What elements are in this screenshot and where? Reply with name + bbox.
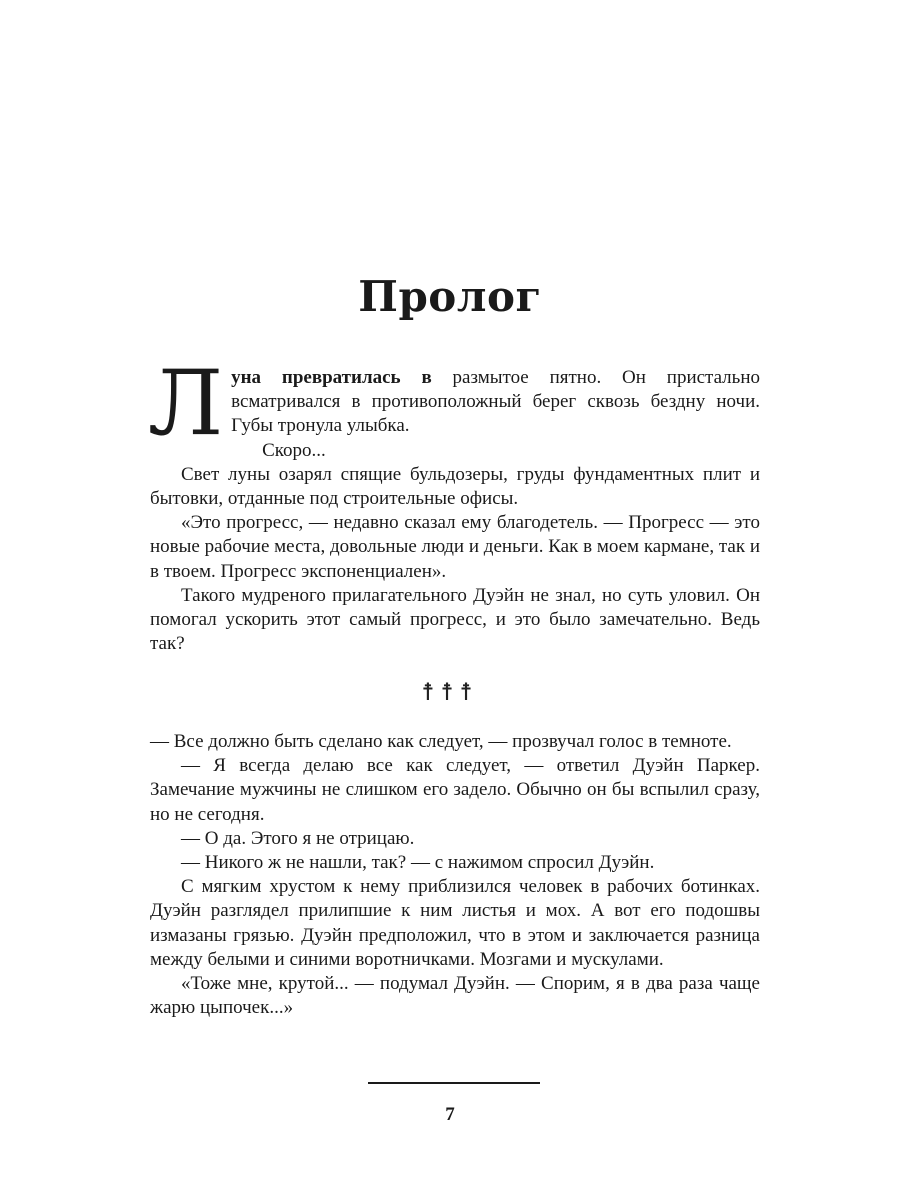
paragraph: Такого мудреного прилагательного Дуэйн не знал, но суть уловил. Он помогал ускорить этот самый прогресс, и это было замечательно. Ведь так? bbox=[150, 584, 760, 655]
lead-in-bold: уна превратилась в bbox=[231, 367, 432, 388]
page-number: 7 bbox=[445, 1104, 455, 1125]
opening-paragraph-text: размытое пятно. Он пристально всматривался в противоположный берег сквозь бездну ночи. Губы тронула улыбка. bbox=[231, 367, 760, 437]
section-break-ornament: ☨☨☨ bbox=[421, 680, 479, 706]
chapter-title: Пролог bbox=[358, 272, 542, 321]
section-one bbox=[148, 351, 760, 656]
paragraph: — О да. Этого я не отрицаю. bbox=[181, 827, 415, 849]
paragraph: — Никого ж не нашли, так? — с нажимом спросил Дуэйн. bbox=[181, 852, 655, 874]
paragraph: «Это прогресс, — недавно сказал ему благодетель. — Прогресс — это новые рабочие места, довольные люди и деньги. Как в моем кармане, так и в твоем. Прогресс экспоненциален». bbox=[150, 512, 760, 582]
footer-rule bbox=[368, 1082, 540, 1084]
paragraph: «Тоже мне, крутой... — подумал Дуэйн. — Спорим, я в два раза чаще жарю цыпочек...» bbox=[150, 973, 760, 1019]
paragraph: — Я всегда делаю все как следует, — ответил Дуэйн Паркер. Замечание мужчины не слишком его задело. Обычно он бы вспылил сразу, но не сегодня. bbox=[150, 755, 760, 825]
paragraph: — Все должно быть сделано как следует, — прозвучал голос в темноте. bbox=[150, 731, 732, 752]
paragraph: Скоро... bbox=[262, 439, 326, 461]
paragraph: Свет луны озарял спящие бульдозеры, груды фундаментных плит и бытовки, отданные под строительные офисы. bbox=[150, 463, 760, 510]
section-two bbox=[150, 730, 760, 1020]
drop-cap: Л bbox=[148, 351, 224, 456]
paragraph: С мягким хрустом к нему приблизился человек в рабочих ботинках. Дуэйн разглядел прилипшие к ним листья и мох. А вот его подошвы измазаны грязью. Дуэйн предположил, что в этом и заключается разница между белыми и синими воротничками. Мозгами и мускулами. bbox=[150, 876, 760, 970]
